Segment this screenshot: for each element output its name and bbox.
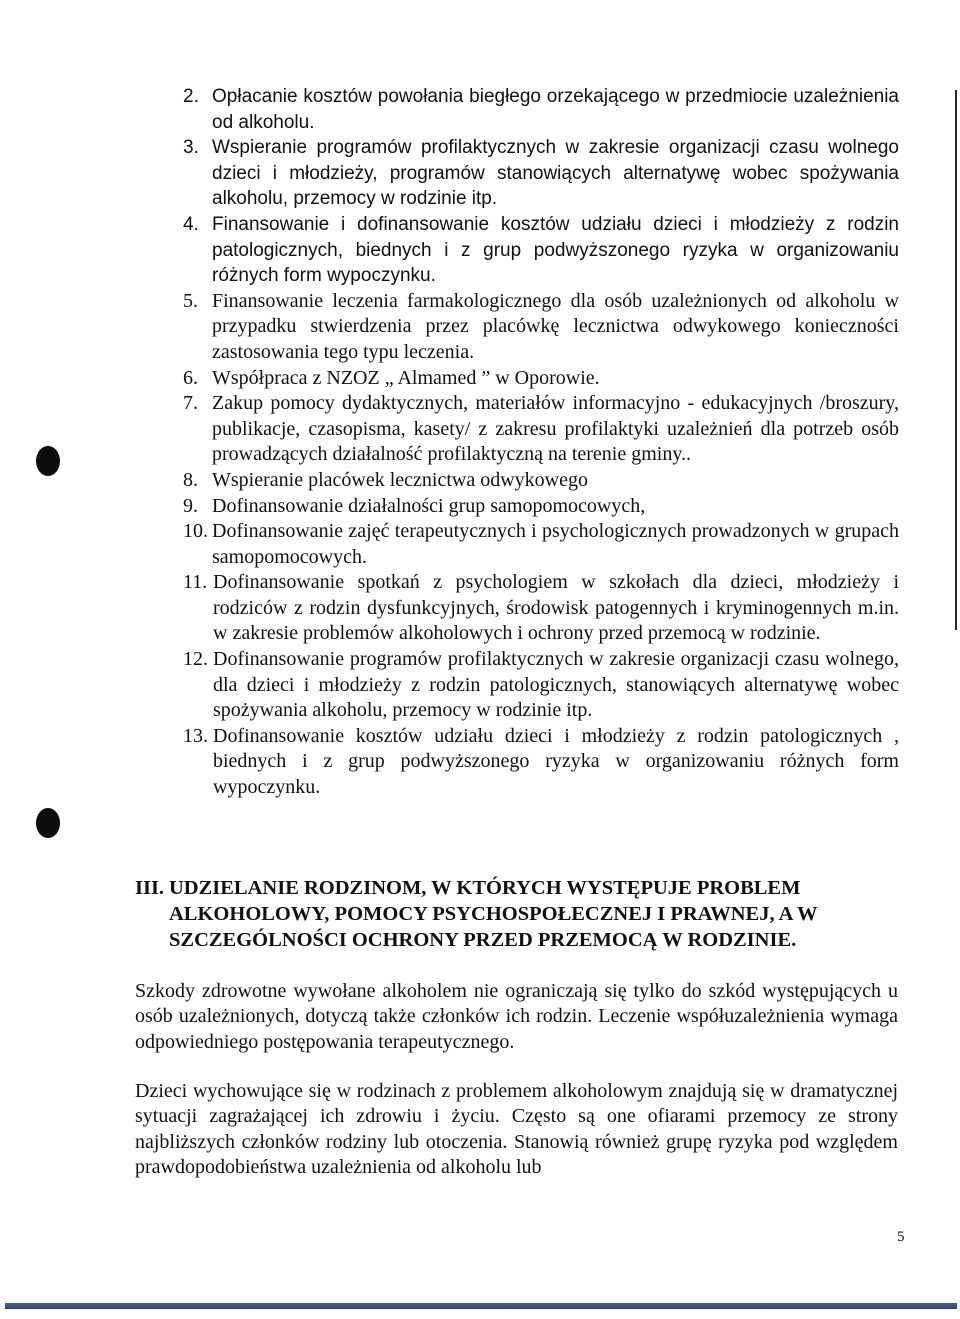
- list-item: [183, 212, 899, 289]
- bottom-border-bar: [5, 1303, 957, 1309]
- list-item-text: Opłacanie kosztów powołania biegłego orzekającego w przedmiocie uzależnienia od alkoholu.: [212, 86, 899, 133]
- section-heading-line: SZCZEGÓLNOŚCI OCHRONY PRZED PRZEMOCĄ W RODZINIE.: [169, 929, 797, 951]
- list-item-number: 2.: [183, 86, 199, 107]
- list-item: [183, 135, 899, 212]
- list-item-number: 9.: [183, 494, 198, 517]
- list-item-number: 12.: [183, 648, 208, 671]
- list-item: [183, 84, 899, 135]
- punch-hole-top: [36, 446, 60, 476]
- body-paragraph: Dzieci wychowujące się w rodzinach z problemem alkoholowym znajdują się w dramatycznej sytuacji zagrażającej ich zdrowiu i życiu. Często są one ofiarami przemocy ze strony najbliższych członków rodziny lub otoczenia. Stanowią również grupę ryzyka pod względem prawdopodobieństwa uzależnienia od alkoholu lub: [135, 1080, 898, 1178]
- punch-hole-bottom: [36, 808, 60, 838]
- list-item-text: Zakup pomocy dydaktycznych, materiałów informacyjno - edukacyjnych /broszury, publikacje, czasopisma, kasety/ z zakresu profilaktyki uzależnień dla potrzeb osób prowadzących działalność profilaktyczną na terenie gminy..: [212, 392, 899, 466]
- list-item-text: Współpraca z NZOZ „ Almamed ” w Oporowie.: [212, 366, 600, 389]
- list-item-text: Finansowanie i dofinansowanie kosztów udziału dzieci i młodzieży z rodzin patologicznych, biednych i z grup podwyższonego ryzyka w organizowaniu różnych form wypoczynku.: [212, 213, 899, 287]
- list-item-number: 13.: [183, 724, 208, 747]
- list-item-text: Wspieranie programów profilaktycznych w zakresie organizacji czasu wolnego dzieci i młodzieży, programów stanowiących alternatywę wobec spożywania alkoholu, przemocy w rodzinie itp.: [212, 137, 899, 210]
- list-item-text: Wspieranie placówek lecznictwa odwykowego: [212, 468, 588, 491]
- list-item: [183, 519, 899, 570]
- list-item: [183, 289, 899, 366]
- list-item-text: Dofinansowanie programów profilaktycznych w zakresie organizacji czasu wolnego, dla dzieci i młodzieży z rodzin patologicznych, stanowiących alternatywę wobec spożywania alkoholu, przemocy w rodzinie itp.: [213, 648, 899, 722]
- list-item-text: Dofinansowanie działalności grup samopomocowych,: [212, 494, 646, 517]
- list-item-text: Dofinansowanie spotkań z psychologiem w szkołach dla dzieci, młodzieży i rodziców z rodzin dysfunkcyjnych, środowisk patogennych i kryminogennych m.in. w zakresie problemów alkoholowych i ochrony przed przemocą w rodzinie.: [213, 571, 899, 645]
- list-item-text: Dofinansowanie zajęć terapeutycznych i psychologicznych prowadzonych w grupach samopomocowych.: [212, 520, 899, 568]
- list-item-number: 5.: [183, 289, 198, 312]
- list-item-number: 3.: [183, 137, 199, 159]
- list-item-number: 10.: [183, 520, 208, 543]
- list-item-number: 8.: [183, 468, 198, 491]
- section-heading-line: UDZIELANIE RODZINOM, W KTÓRYCH WYSTĘPUJE PROBLEM: [169, 877, 801, 899]
- list-item-number: 6.: [183, 366, 198, 389]
- list-item-text: Finansowanie leczenia farmakologicznego dla osób uzależnionych od alkoholu w przypadku stwierdzenia przez placówkę lecznictwa odwykowego konieczności zastosowania tego typu leczenia.: [212, 289, 899, 363]
- body-paragraph: Szkody zdrowotne wywołane alkoholem nie ograniczają się tylko do szkód występujących u osób uzależnionych, dotyczą także członków ich rodzin. Leczenie współuzależnienia wymaga odpowiedniego postępowania terapeutycznego.: [135, 980, 898, 1053]
- list-item: [183, 724, 899, 801]
- list-item: [183, 366, 899, 392]
- scan-edge-line: [955, 90, 957, 630]
- list-item: [183, 391, 899, 468]
- list-item-number: 7.: [183, 392, 198, 415]
- section-heading: [135, 875, 905, 953]
- list-item: [183, 468, 899, 494]
- list-item: [183, 647, 899, 724]
- page-number: 5: [897, 1229, 905, 1245]
- list-item: [183, 494, 899, 520]
- section-heading-line: ALKOHOLOWY, POMOCY PSYCHOSPOŁECZNEJ I PRAWNEJ, A W: [169, 903, 818, 925]
- section-number: III.: [135, 877, 165, 899]
- list-item-number: 11.: [183, 571, 208, 594]
- list-item-text: Dofinansowanie kosztów udziału dzieci i młodzieży z rodzin patologicznych , biednych i z grup podwyższonego ryzyka w organizowaniu różnych form wypoczynku.: [213, 724, 899, 799]
- list-item: [183, 570, 899, 647]
- list-item-number: 4.: [183, 213, 199, 235]
- numbered-list: [183, 84, 899, 801]
